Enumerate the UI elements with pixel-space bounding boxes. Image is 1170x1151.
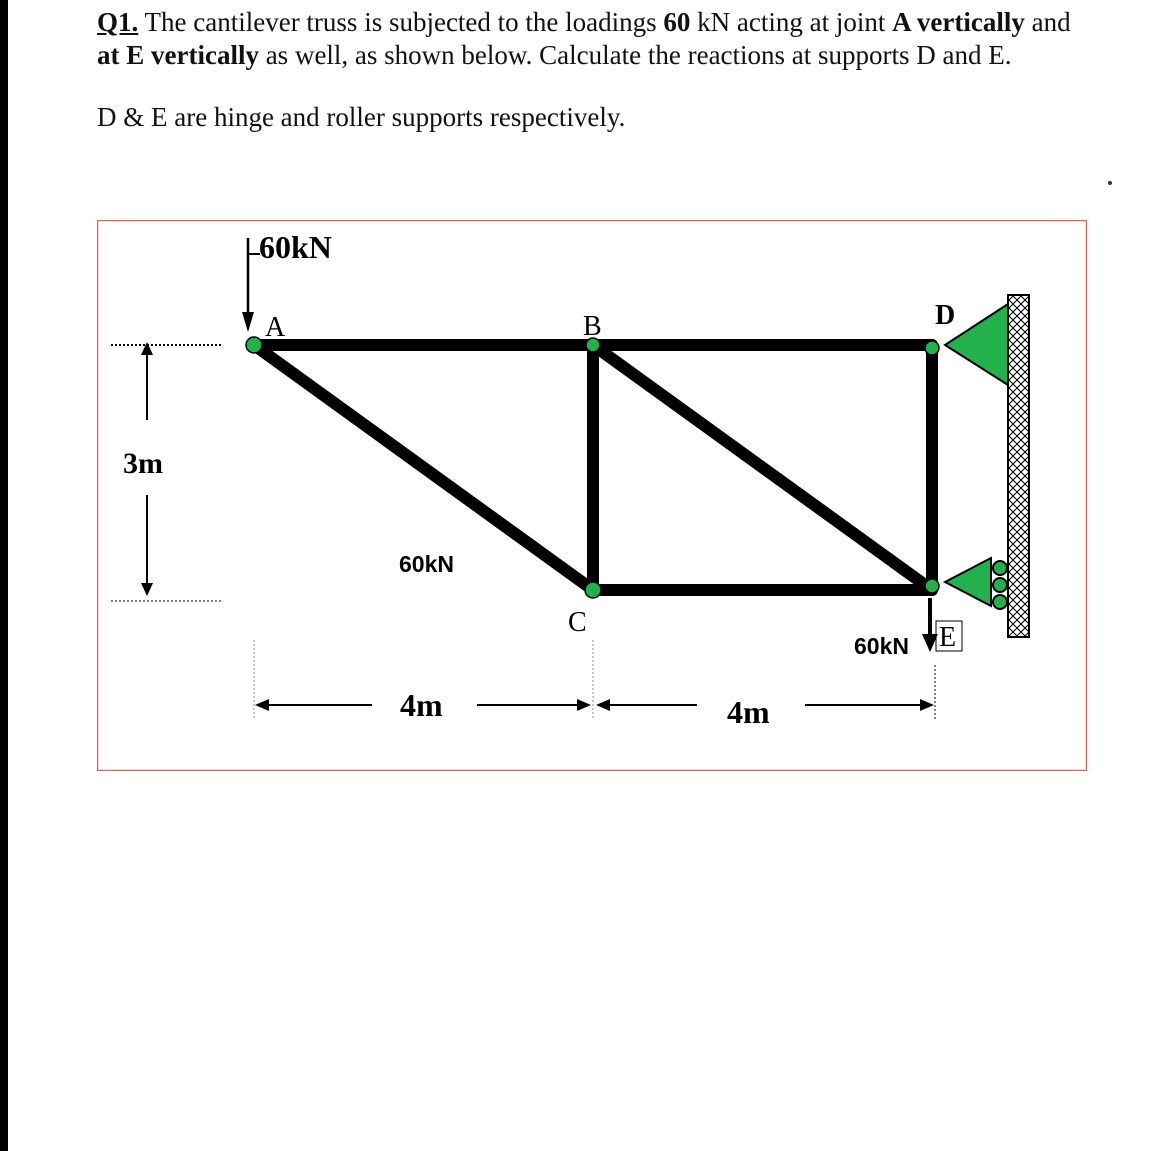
- joint-c-label: C: [568, 607, 587, 638]
- span-left-label: 4m: [400, 687, 443, 723]
- span-right-arrowhead-right: [920, 699, 934, 711]
- joint-b-label: B: [583, 311, 602, 342]
- truss-diagram: [97, 220, 1087, 771]
- wall-hatch: [1008, 295, 1029, 637]
- question-part: The cantilever truss is subjected to the loadings: [138, 7, 664, 37]
- load-a-arrowhead: [242, 312, 254, 332]
- joint-e-label: E: [939, 622, 957, 653]
- joint-a: [246, 337, 262, 353]
- height-arrowhead-top: [141, 342, 153, 355]
- joint-d-label: D: [935, 300, 956, 331]
- height-arrowhead-bottom: [141, 583, 153, 596]
- joint-d: [925, 341, 939, 355]
- roller-wheel: [993, 578, 1007, 592]
- question-joint-e: at E vertically: [97, 40, 259, 70]
- load-e-label: 60kN: [854, 633, 909, 659]
- question-part: kN acting at joint: [690, 7, 893, 37]
- question-part: and: [1024, 7, 1071, 37]
- question-text: [97, 6, 1097, 72]
- joint-a-label: A: [265, 312, 286, 343]
- joint-c: [585, 582, 601, 598]
- question-part: as well, as shown below. Calculate the reactions at supports D and E.: [258, 40, 1012, 70]
- support-note: D & E are hinge and roller supports respectively.: [97, 102, 626, 132]
- load-a-label: 60kN: [259, 229, 332, 265]
- roller-support-e: [945, 558, 991, 606]
- span-left-arrowhead-left: [255, 699, 269, 711]
- question-joint-a: A vertically: [892, 7, 1025, 37]
- roller-wheel: [993, 595, 1007, 609]
- left-edge-bar: [0, 0, 8, 1151]
- span-right-label: 4m: [727, 694, 770, 730]
- load-mid-label: 60kN: [399, 551, 454, 577]
- roller-wheel: [993, 561, 1007, 575]
- span-left-arrowhead-right: [577, 699, 591, 711]
- joint-e: [925, 579, 939, 593]
- span-right-arrowhead-left: [596, 699, 610, 711]
- member-be: [593, 345, 932, 590]
- truss-figure: [97, 220, 1087, 771]
- question-load-value: 60: [663, 7, 691, 37]
- question-number: Q1.: [97, 7, 139, 37]
- stray-dot: [1108, 181, 1112, 185]
- height-label: 3m: [123, 447, 163, 480]
